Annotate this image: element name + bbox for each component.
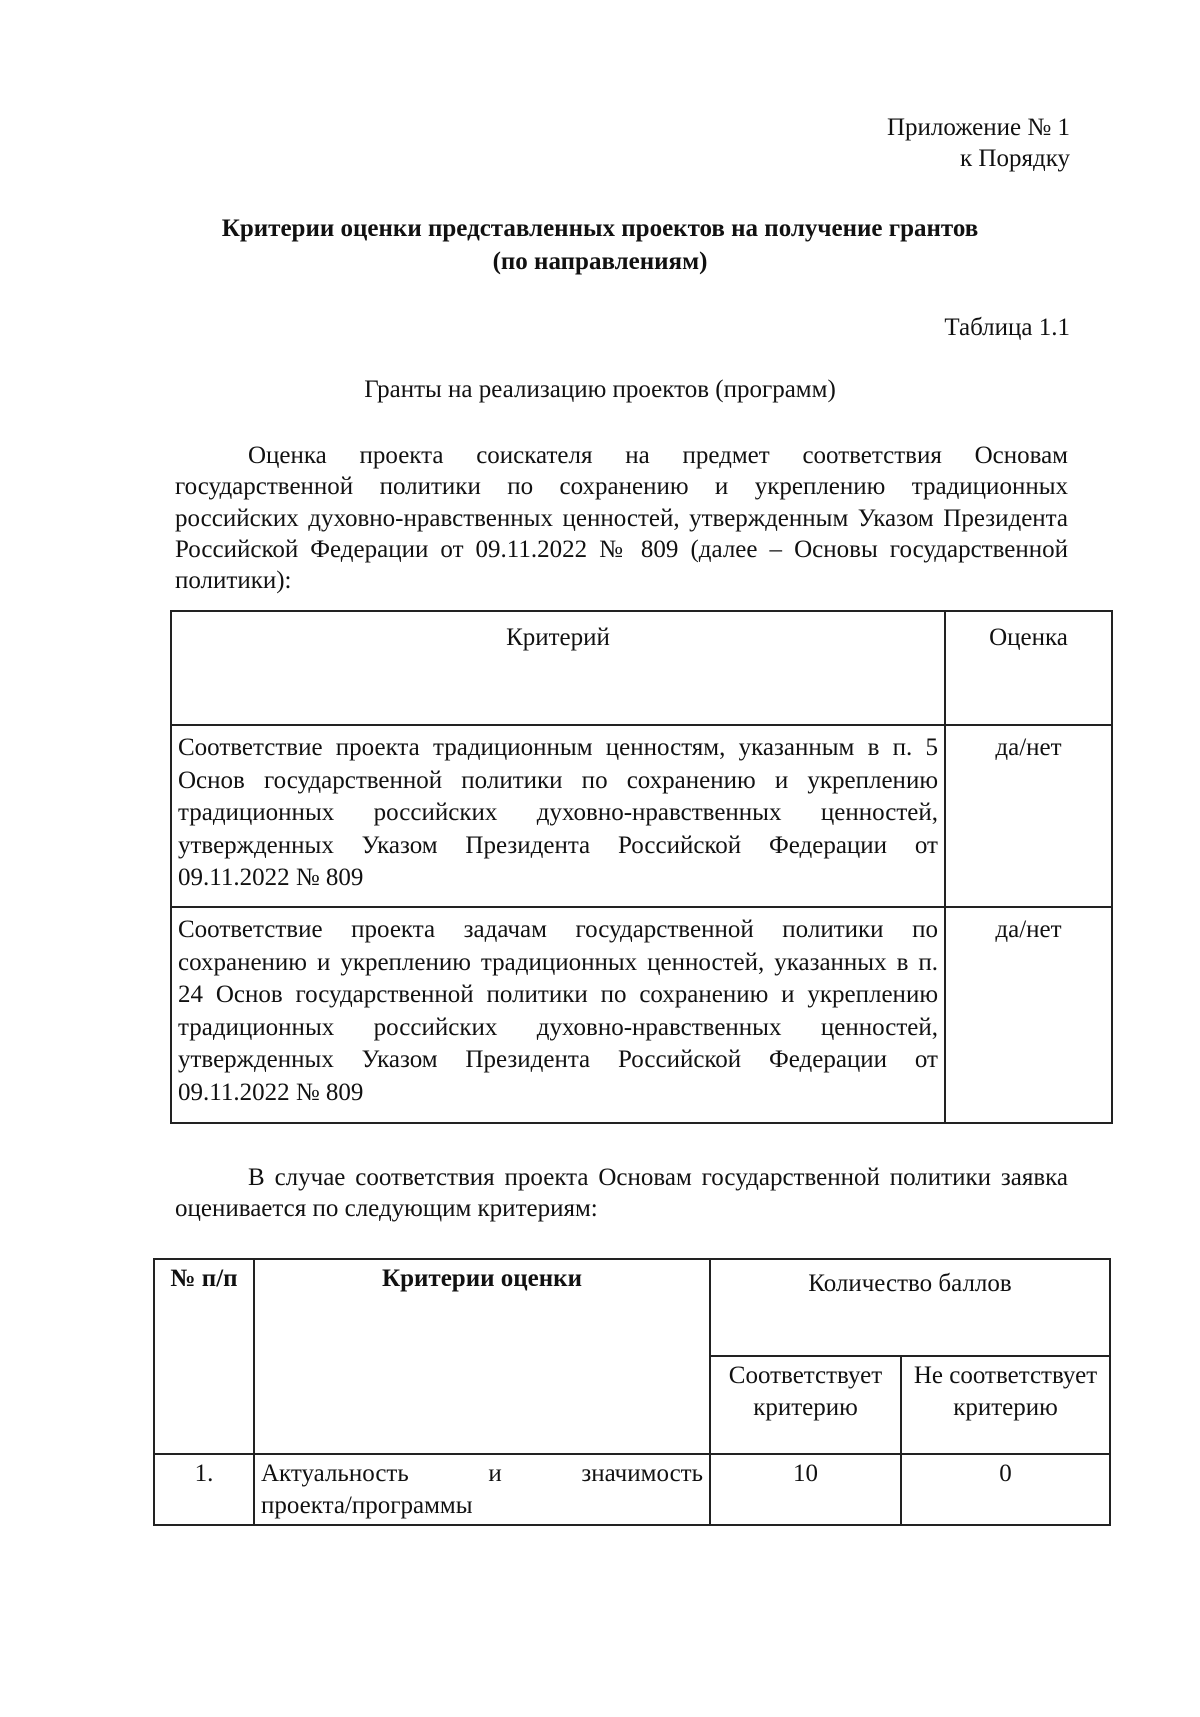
table-label: Таблица 1.1	[944, 314, 1070, 341]
score-table-header	[154, 1259, 1110, 1356]
conditions-paragraph	[175, 1162, 1068, 1225]
score-table	[153, 1258, 1111, 1526]
document-title-line1: Критерии оценки представленных проектов на получение грантов	[221, 215, 979, 242]
conditions-paragraph-text: В случае соответствия проекта Основам государственной политики заявка оценивается по следующим критериям:	[175, 1164, 1068, 1223]
meets-score: 10	[710, 1454, 901, 1525]
annex-number: Приложение № 1	[886, 114, 1070, 141]
intro-paragraph-text: Оценка проекта соискателя на предмет соответствия Основам государственной политики по сохранению и укреплению традиционных российских духовно-нравственных ценностей, утвержденным Указом Президента Российской Федерации от 09.11.2022 № 809 (далее – Основы государственной политики):	[175, 442, 1068, 595]
criterion-header: Критерий	[171, 611, 945, 725]
evaluation-cell: да/нет	[945, 907, 1112, 1123]
evaluation-header: Оценка	[945, 611, 1112, 725]
meets-criterion-header: Соответствует критерию	[710, 1356, 901, 1454]
annex-reference: к Порядку	[960, 145, 1070, 172]
table-row	[154, 1454, 1110, 1525]
criterion-name-line2: проекта/программы	[261, 1491, 473, 1519]
criteria-table-header	[171, 611, 1112, 725]
criterion-cell: Соответствие проекта традиционным ценностям, указанным в п. 5 Основ государственной политики по сохранению и укреплению традиционных российских духовно-нравственных ценностей, утвержденных Указом Президента Российской Федерации от 09.11.2022 № 809	[171, 725, 945, 907]
table-row	[171, 907, 1112, 1123]
table-row	[171, 725, 1112, 907]
section-subtitle: Гранты на реализацию проектов (программ)	[364, 376, 836, 403]
criterion-name-line1: Актуальность и значимость	[261, 1460, 703, 1487]
document-title-line2: (по направлениям)	[492, 248, 708, 275]
points-header: Количество баллов	[710, 1259, 1110, 1356]
not-meets-score: 0	[901, 1454, 1110, 1525]
evaluation-cell: да/нет	[945, 725, 1112, 907]
not-meets-criterion-header: Не соответствует критерию	[901, 1356, 1110, 1454]
criterion-name	[254, 1454, 710, 1525]
criteria-table	[170, 610, 1113, 1124]
number-header: № п/п	[154, 1259, 254, 1454]
criteria-header: Критерии оценки	[254, 1259, 710, 1454]
document-title	[120, 212, 1080, 278]
row-number: 1.	[154, 1454, 254, 1525]
intro-paragraph	[175, 440, 1068, 596]
annex-header	[887, 112, 1070, 174]
criterion-cell: Соответствие проекта задачам государственной политики по сохранению и укреплению традиционных ценностей, указанных в п. 24 Основ государственной политики по сохранению и укреплению традиционных российских духовно-нравственных ценностей, утвержденных Указом Президента Российской Федерации от 09.11.2022 № 809	[171, 907, 945, 1123]
